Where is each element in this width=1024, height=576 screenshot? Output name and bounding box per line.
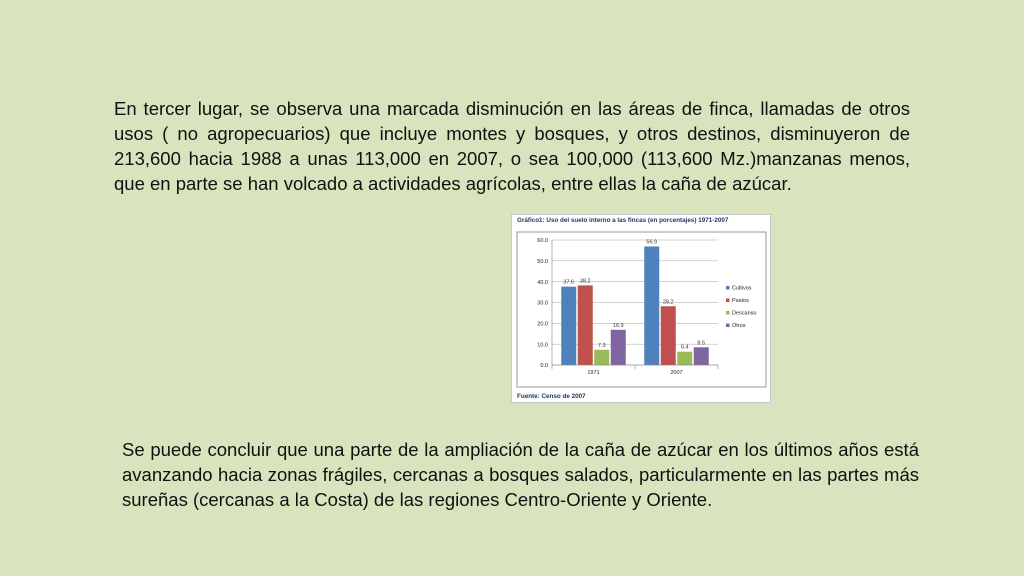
bar-pastos-2007 (661, 306, 676, 365)
paragraph-intro: En tercer lugar, se observa una marcada disminución en las áreas de finca, llamadas de otros usos ( no agropecuarios) que incluye montes y bosques, y otros destinos, disminuyeron de 213,600 hacia 1988 a unas 113,000 en 2007, o sea 100,000 (113,600 Mz.)manzanas menos, que en parte se han volcado a actividades agrícolas, entre ellas la caña de azúcar. (114, 98, 910, 194)
legend-label-descanso: Descanso (732, 310, 757, 317)
data-label: 7.3 (597, 342, 606, 349)
data-label: 37.6 (563, 279, 575, 286)
data-label: 28.2 (662, 299, 674, 306)
y-tick-label: 10.0 (537, 342, 548, 349)
bar-descanso-1971 (594, 350, 609, 365)
bar-otros-2007 (694, 347, 709, 365)
data-label: 6.4 (680, 344, 689, 351)
chart-figure (511, 214, 771, 403)
x-tick-label: 1971 (587, 370, 600, 376)
bar-otros-1971 (611, 330, 626, 365)
bar-descanso-2007 (677, 352, 692, 365)
legend-swatch-otros (726, 324, 730, 328)
legend-swatch-pastos (726, 299, 730, 303)
data-label: 56.9 (646, 239, 658, 246)
legend-swatch-descanso (726, 311, 730, 315)
legend-label-cultivos: Cultivos (732, 285, 752, 292)
y-tick-label: 50.0 (537, 259, 548, 266)
y-tick-label: 20.0 (537, 321, 548, 328)
y-tick-label: 40.0 (537, 279, 548, 286)
bar-chart (512, 215, 772, 404)
data-label: 8.5 (697, 340, 706, 347)
y-tick-label: 30.0 (537, 300, 548, 307)
x-tick-label: 2007 (670, 370, 683, 376)
bar-pastos-1971 (578, 285, 593, 365)
legend-label-otros: Otros (732, 323, 746, 329)
legend-label-pastos: Pastos (732, 298, 749, 304)
data-label: 16.9 (612, 322, 624, 329)
y-tick-label: 60.0 (537, 238, 548, 245)
bar-cultivos-1971 (561, 287, 576, 365)
y-tick-label: 0.0 (540, 363, 548, 370)
chart-area-border (517, 232, 766, 387)
bar-cultivos-2007 (644, 246, 659, 365)
chart-title: Gráfico1: Uso del suelo interno a las fincas (en porcentajes) 1971-2007 (517, 217, 729, 224)
data-label: 38.2 (579, 278, 591, 285)
legend-swatch-cultivos (726, 286, 730, 290)
chart-source: Fuente: Censo de 2007 (517, 393, 586, 400)
paragraph-conclusion: Se puede concluir que una parte de la ampliación de la caña de azúcar en los últimos años está avanzando hacia zonas frágiles, cercanas a bosques salados, particularmente en las partes más sureñas (cercanas a la Costa) de las regiones Centro-Oriente y Oriente. (122, 439, 919, 510)
